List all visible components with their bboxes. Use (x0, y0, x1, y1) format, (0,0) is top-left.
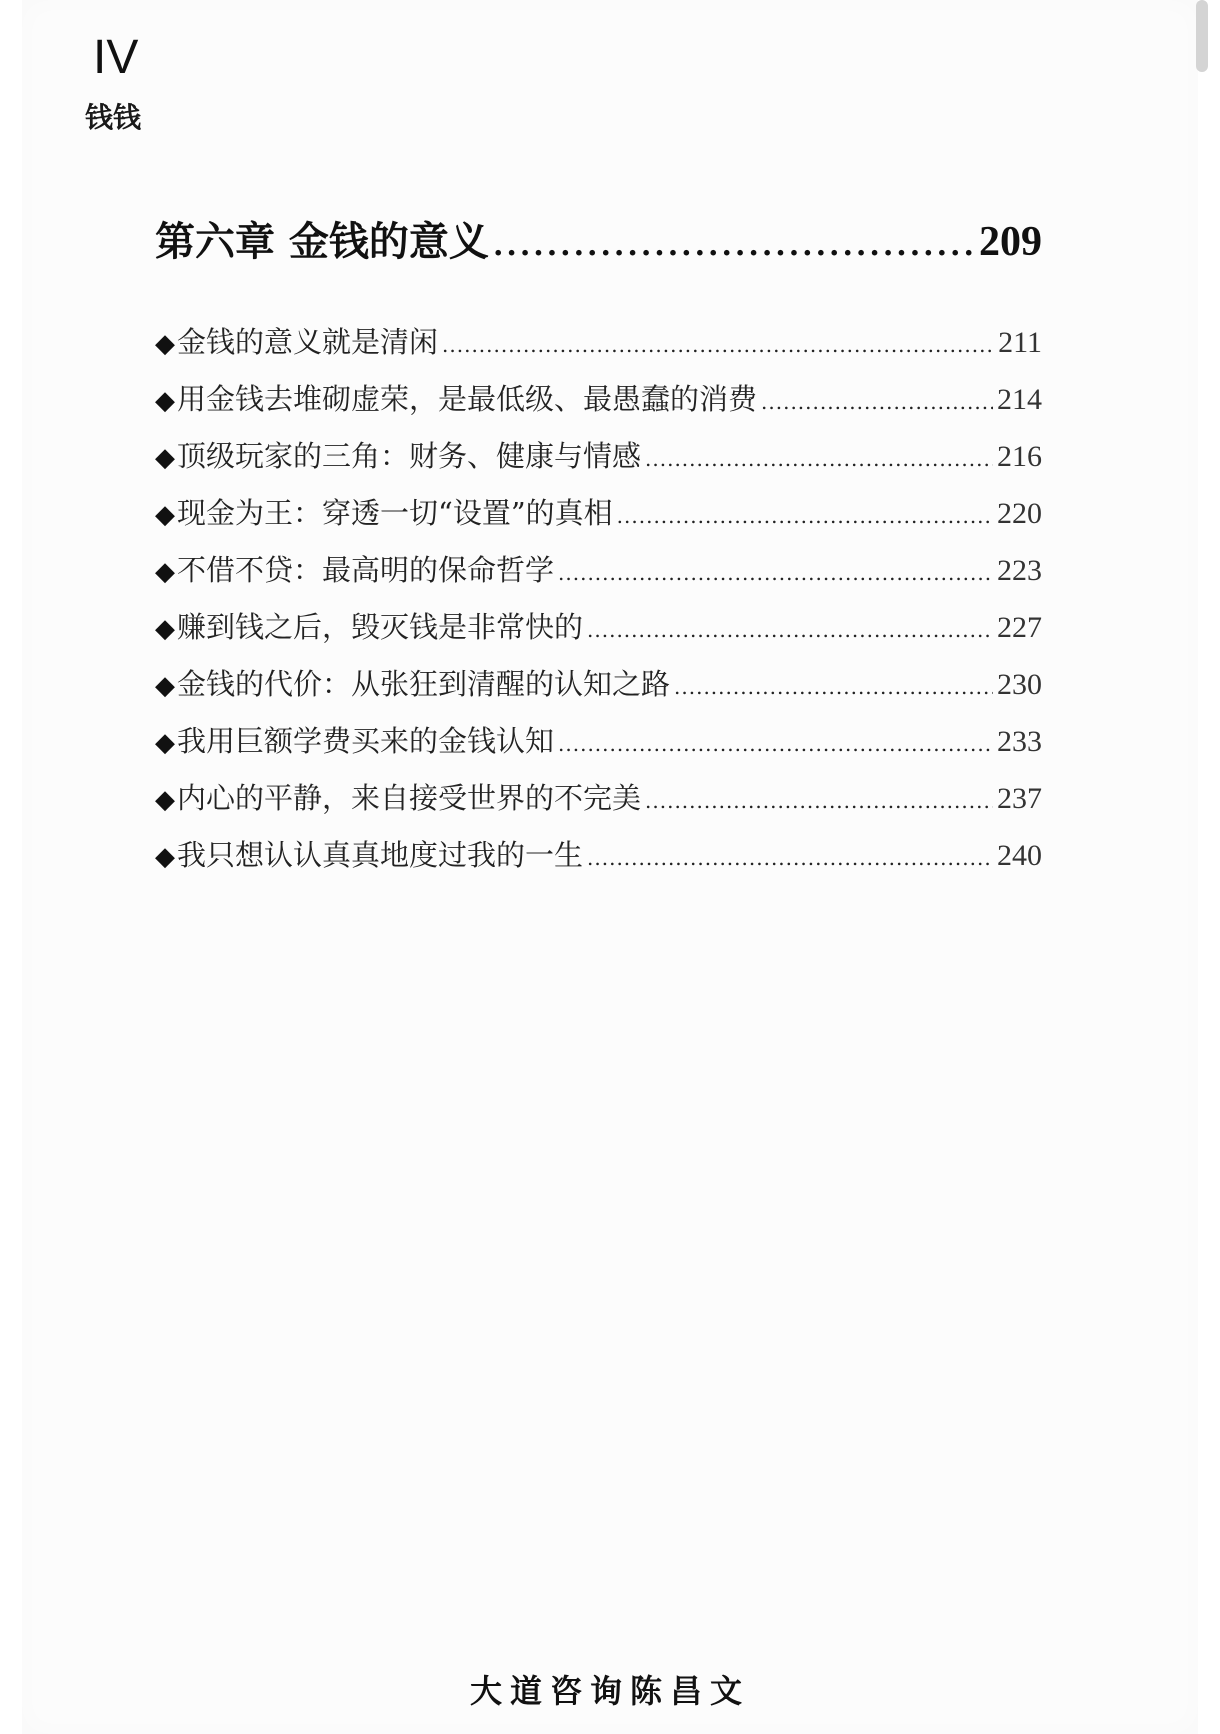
dot-leader (493, 228, 975, 263)
toc-entry[interactable] (155, 833, 1042, 890)
toc-entry-page: 216 (997, 440, 1042, 473)
toc-entry[interactable] (155, 776, 1042, 833)
toc-entry-page: 240 (997, 839, 1042, 872)
dot-leader (587, 618, 993, 642)
toc-entry-page: 223 (997, 554, 1042, 587)
toc-entry[interactable] (155, 719, 1042, 776)
toc-entry-page: 227 (997, 611, 1042, 644)
chapter-page-number: 209 (979, 219, 1042, 265)
toc-entry-title: 金钱的代价：从张狂到清醒的认知之路 (177, 667, 671, 701)
toc-entry-page: 214 (997, 383, 1042, 416)
dot-leader (558, 561, 993, 585)
diamond-bullet-icon: ◆ (155, 500, 175, 530)
toc-entry[interactable] (155, 662, 1042, 719)
toc-entry[interactable] (155, 491, 1042, 548)
toc-entry-page: 237 (997, 782, 1042, 815)
toc-entry-title: 内心的平静，来自接受世界的不完美 (177, 781, 642, 815)
scrollbar-thumb[interactable] (1196, 0, 1208, 72)
toc-entry-title: 金钱的意义就是清闲 (177, 325, 439, 359)
toc-entry-page: 230 (997, 668, 1042, 701)
toc-entry-title: 现金为王：穿透一切“设置”的真相 (177, 496, 613, 530)
toc-entry-title: 赚到钱之后，毁灭钱是非常快的 (177, 610, 584, 644)
toc-entry-page: 220 (997, 497, 1042, 530)
page-number-roman: IV (93, 31, 139, 84)
table-of-contents (155, 210, 1042, 890)
toc-entry-page: 233 (997, 725, 1042, 758)
toc-entry-title: 我只想认认真真地度过我的一生 (177, 838, 584, 872)
dot-leader (587, 846, 993, 870)
toc-entry[interactable] (155, 548, 1042, 605)
toc-entry-title: 我用巨额学费买来的金钱认知 (177, 724, 555, 758)
toc-entry-title: 用金钱去堆砌虚荣，是最低级、最愚蠢的消费 (177, 382, 758, 416)
author-footer: 大道咨询陈昌文 (469, 1672, 750, 1710)
dot-leader (674, 675, 993, 699)
diamond-bullet-icon: ◆ (155, 557, 175, 587)
running-title: 钱钱 (85, 101, 142, 134)
toc-entry-page: 211 (998, 326, 1042, 359)
toc-entry[interactable] (155, 377, 1042, 434)
toc-entry[interactable] (155, 434, 1042, 491)
toc-entry-title: 不借不贷：最高明的保命哲学 (177, 553, 555, 587)
toc-entry[interactable] (155, 605, 1042, 662)
dot-leader (645, 447, 993, 471)
diamond-bullet-icon: ◆ (155, 842, 175, 872)
diamond-bullet-icon: ◆ (155, 329, 175, 359)
diamond-bullet-icon: ◆ (155, 671, 175, 701)
diamond-bullet-icon: ◆ (155, 785, 175, 815)
toc-entry[interactable] (155, 320, 1042, 377)
chapter-heading[interactable] (155, 210, 1042, 280)
diamond-bullet-icon: ◆ (155, 386, 175, 416)
dot-leader (617, 504, 993, 528)
toc-entry-title: 顶级玩家的三角：财务、健康与情感 (177, 439, 642, 473)
diamond-bullet-icon: ◆ (155, 728, 175, 758)
dot-leader (761, 390, 993, 414)
dot-leader (558, 732, 993, 756)
dot-leader (442, 333, 994, 357)
diamond-bullet-icon: ◆ (155, 443, 175, 473)
chapter-title: 第六章 金钱的意义 (155, 218, 489, 265)
dot-leader (645, 789, 993, 813)
diamond-bullet-icon: ◆ (155, 614, 175, 644)
